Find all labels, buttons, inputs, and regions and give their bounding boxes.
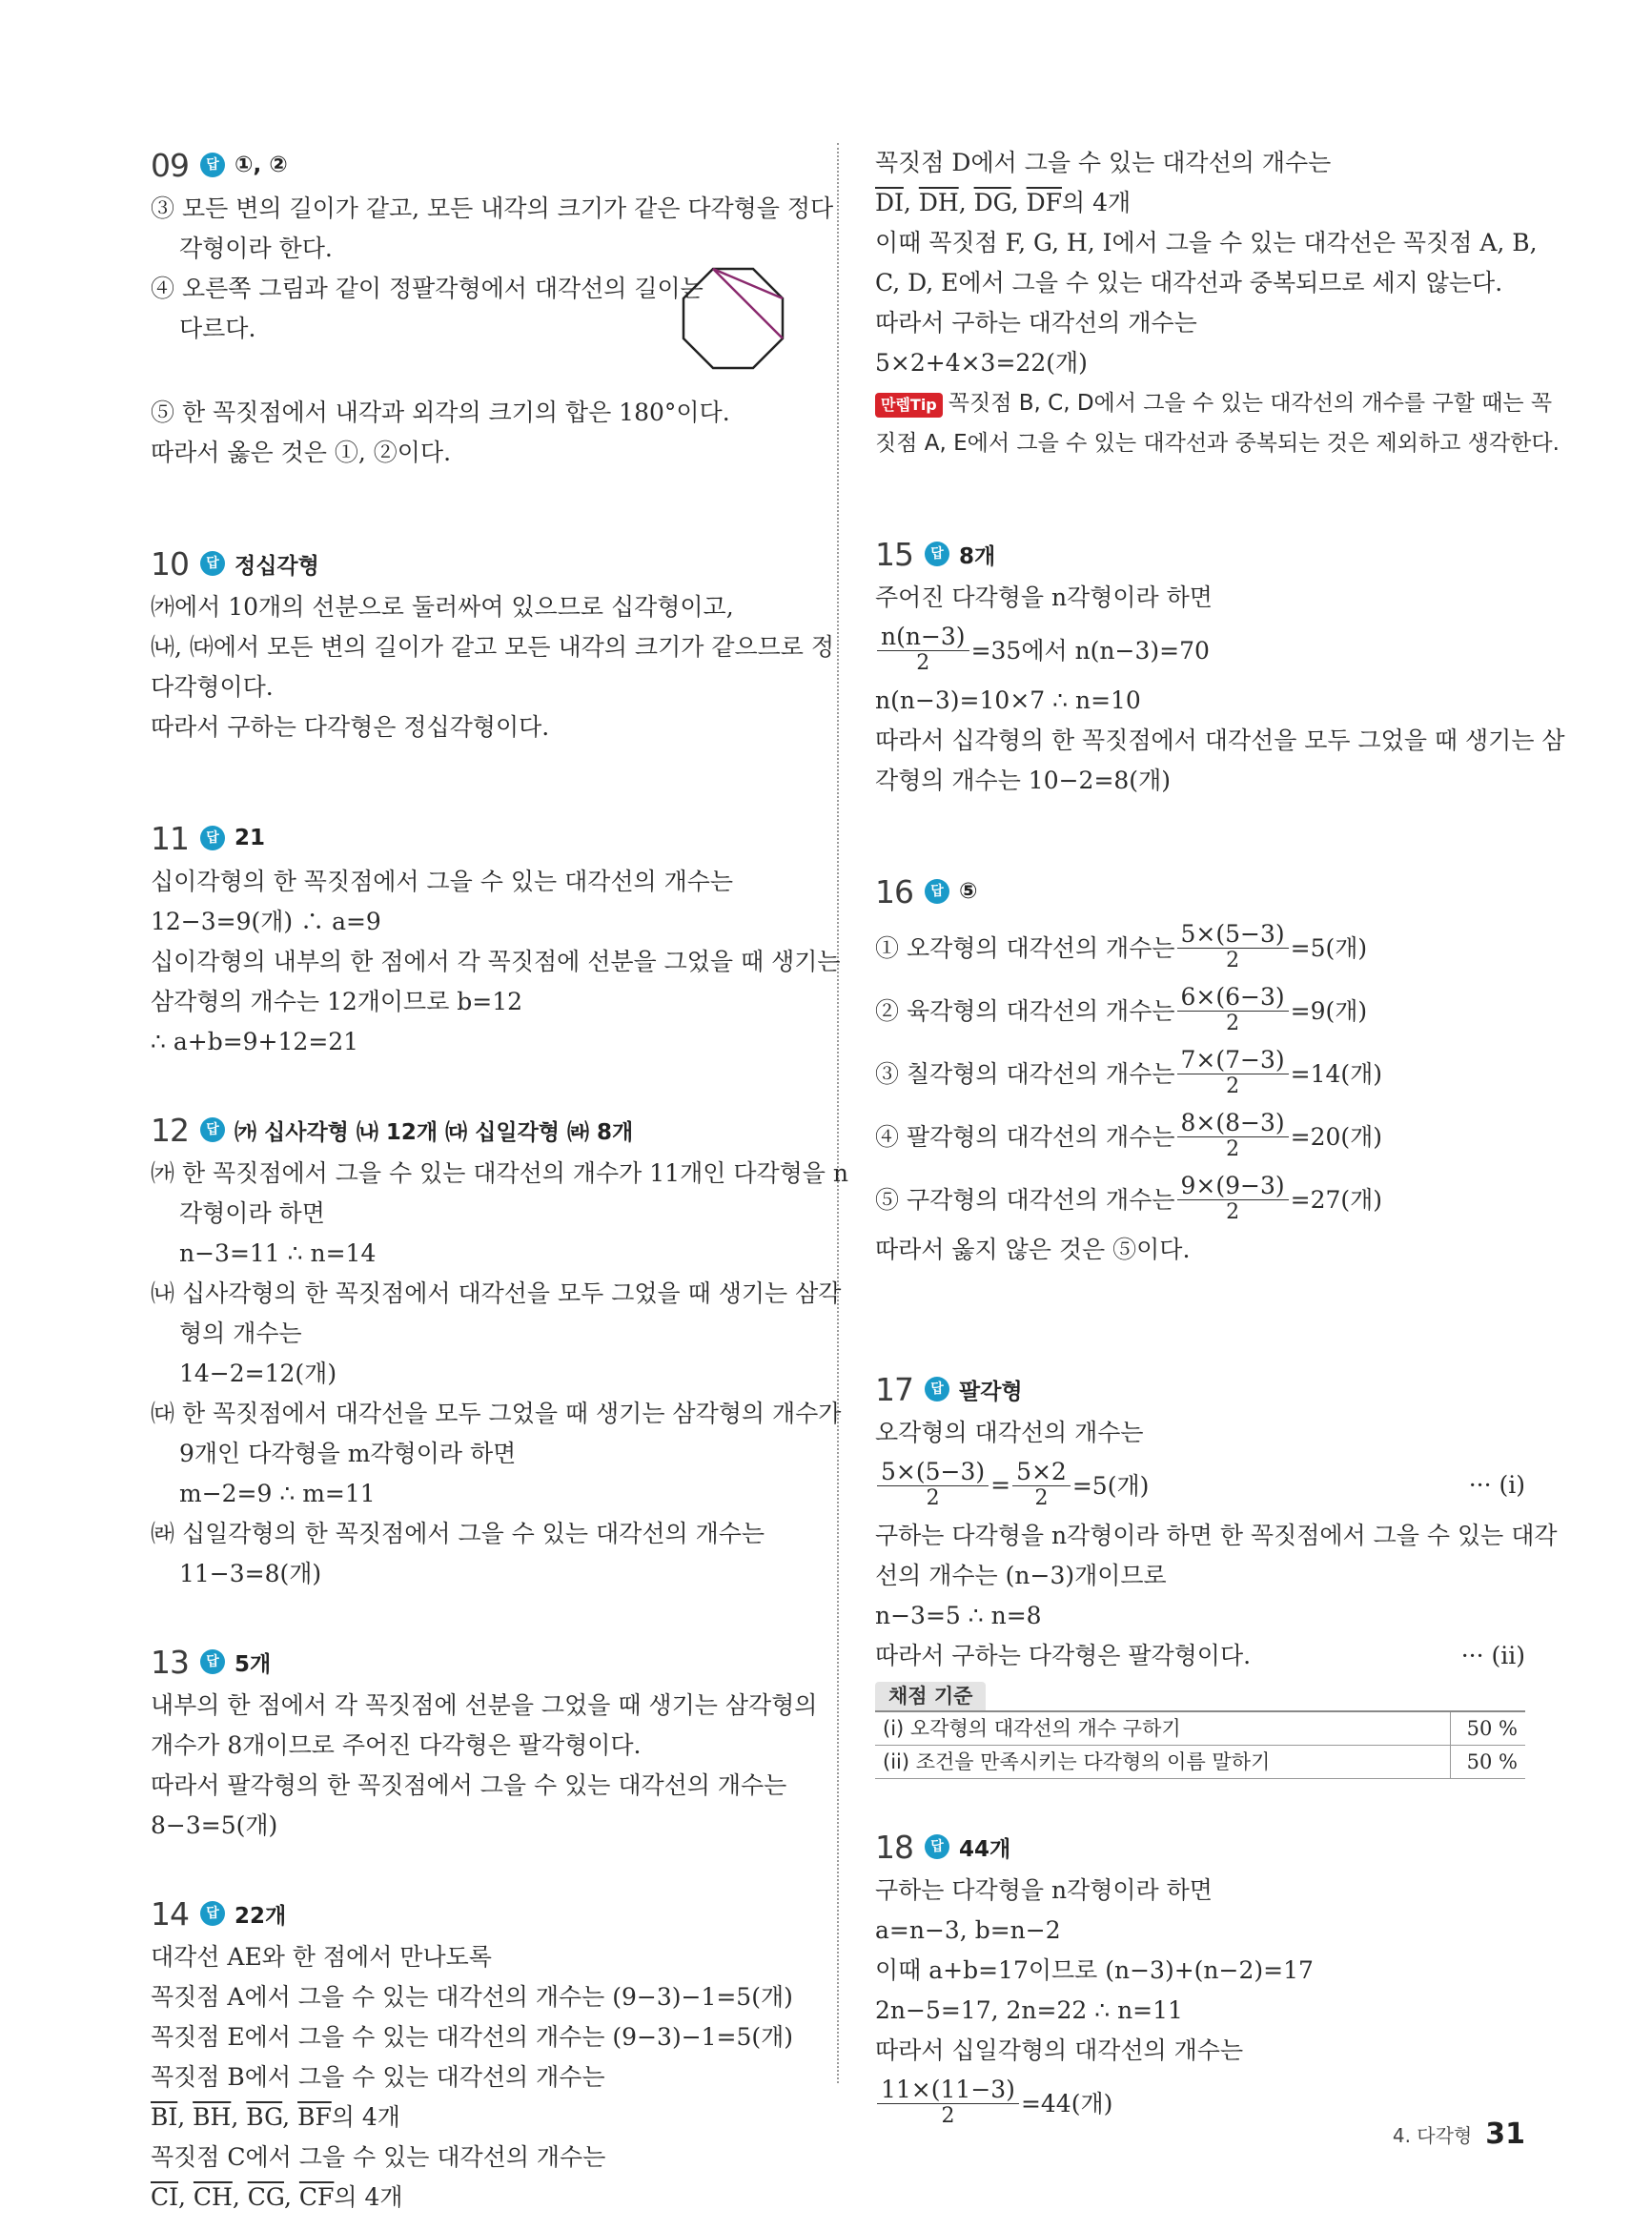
numerator: 9×(9−3) <box>1177 1173 1289 1200</box>
numerator: 5×(5−3) <box>1177 921 1289 949</box>
text-line: 구하는 다각형을 n각형이라 하면 <box>875 1876 1213 1904</box>
denominator: 2 <box>1226 1074 1240 1098</box>
text: =9(개) <box>1290 997 1368 1025</box>
score: 50 % <box>1451 1746 1526 1779</box>
text-line: 따라서 구하는 다각형은 정십각형이다. <box>151 713 550 741</box>
answer-badge: 답 <box>925 542 949 566</box>
segment: $\overline{BI}$ <box>151 2103 178 2131</box>
page-number: 31 <box>1485 2117 1525 2151</box>
text-line: 11−3=8(개) <box>179 1560 322 1587</box>
text-line: 다르다. <box>179 315 256 342</box>
text-line: 9개인 다각형을 m각형이라 하면 <box>179 1440 517 1467</box>
problem-number: 10 <box>151 544 189 583</box>
problem-number: 16 <box>875 872 913 910</box>
segment-list: $\overline{BI}$, $\overline{BH}$, $\overline{BG}$, $\overline{BF}$의 4개 <box>151 2103 400 2131</box>
answer-badge: 답 <box>925 879 949 904</box>
short-diagonal <box>713 269 783 298</box>
text: =27(개) <box>1290 1186 1383 1214</box>
text-line: 14−2=12(개) <box>179 1360 337 1387</box>
text-line: 형의 개수는 <box>179 1320 302 1347</box>
score: 50 % <box>1451 1711 1526 1746</box>
text-line-with-marker <box>875 1636 1525 1676</box>
segment: $\overline{DG}$ <box>973 189 1011 216</box>
choice-line <box>875 1104 1525 1167</box>
fraction <box>1012 1459 1071 1511</box>
grading-criteria <box>875 1682 1525 1779</box>
text-line: 꼭짓점 B에서 그을 수 있는 대각선의 개수는 <box>151 2063 605 2091</box>
equation-line <box>875 1453 1525 1516</box>
denominator: 2 <box>1034 1485 1049 1510</box>
criterion: (ii) 조건을 만족시키는 다각형의 이름 말하기 <box>875 1746 1451 1779</box>
answer: 정십각형 <box>235 553 319 579</box>
denominator: 2 <box>1226 1136 1240 1161</box>
answer: ㈎ 십사각형 ㈏ 12개 ㈐ 십일각형 ㈑ 8개 <box>235 1119 634 1145</box>
text: 따라서 구하는 다각형은 팔각형이다. <box>875 1642 1252 1669</box>
tip-text: 꼭짓점 B, C, D에서 그을 수 있는 대각선의 개수를 구할 때는 꼭 <box>948 391 1553 416</box>
fraction <box>1177 1047 1289 1099</box>
right-column <box>875 143 1565 2134</box>
text-line: 따라서 구하는 대각선의 개수는 <box>875 309 1197 337</box>
octagon-outline <box>683 269 783 368</box>
answer: 22개 <box>235 1903 287 1929</box>
text-line: 삼각형의 개수는 12개이므로 b=12 <box>151 988 523 1015</box>
text: 의 4개 <box>1062 189 1132 216</box>
denominator: 2 <box>941 2103 955 2128</box>
text-line: a=n−3, b=n−2 <box>875 1916 1061 1944</box>
text-line: ㈏ 십사각형의 한 꼭짓점에서 대각선을 모두 그었을 때 생기는 삼각 <box>151 1279 842 1307</box>
text: =35에서 n(n−3)=70 <box>970 637 1210 665</box>
problem-number: 11 <box>151 819 189 857</box>
text: ③ 칠각형의 대각선의 개수는 <box>875 1060 1175 1088</box>
answer: 8개 <box>959 543 996 569</box>
text: =44(개) <box>1020 2090 1113 2117</box>
text-line: 다각형이다. <box>151 673 274 701</box>
text-line: 꼭짓점 E에서 그을 수 있는 대각선의 개수는 (9−3)−1=5(개) <box>151 2023 794 2051</box>
denominator: 2 <box>1226 1199 1240 1224</box>
choice-line <box>875 1041 1525 1104</box>
problem-12-header <box>151 1106 801 1154</box>
text-line: 십이각형의 내부의 한 점에서 각 꼭짓점에 선분을 그었을 때 생기는 <box>151 948 841 975</box>
text-line: 따라서 옳은 것은 ①, ②이다. <box>151 439 452 466</box>
text: ② 육각형의 대각선의 개수는 <box>875 997 1175 1025</box>
segment: $\overline{DH}$ <box>918 189 959 216</box>
text-line: ∴ a+b=9+12=21 <box>151 1028 359 1055</box>
column-divider <box>837 143 839 2083</box>
numerator: 7×(7−3) <box>1177 1047 1289 1074</box>
segment: $\overline{BF}$ <box>297 2103 332 2131</box>
text-line: 선의 개수는 (n−3)개이므로 <box>875 1562 1167 1589</box>
numerator: 5×(5−3) <box>877 1459 989 1486</box>
problem-number: 17 <box>875 1370 913 1408</box>
problem-15-header <box>875 530 1525 578</box>
text: ④ 팔각형의 대각선의 개수는 <box>875 1123 1175 1151</box>
answer-badge: 답 <box>200 1901 225 1926</box>
fraction <box>877 2077 1019 2129</box>
problem-17-header <box>875 1365 1525 1413</box>
chapter-label: 4. 다각형 <box>1392 2123 1473 2147</box>
fraction <box>1177 1110 1289 1162</box>
denominator: 2 <box>916 650 930 675</box>
long-diagonal <box>713 269 783 338</box>
problem-10-header <box>151 540 801 587</box>
segment: $\overline{BH}$ <box>193 2103 232 2131</box>
text-line: n−3=11 ∴ n=14 <box>179 1239 377 1267</box>
fraction <box>877 1459 989 1511</box>
answer: ⑤ <box>959 879 978 904</box>
text-line: 각형이라 한다. <box>179 235 333 262</box>
text: =20(개) <box>1290 1123 1383 1151</box>
numerator: 8×(8−3) <box>1177 1110 1289 1137</box>
fraction <box>877 624 969 676</box>
problem-number: 13 <box>151 1643 189 1681</box>
text-line: 십이각형의 한 꼭짓점에서 그을 수 있는 대각선의 개수는 <box>151 868 734 895</box>
answer: ①, ② <box>235 153 288 177</box>
segment: $\overline{CG}$ <box>247 2183 284 2211</box>
text-line: 내부의 한 점에서 각 꼭짓점에 선분을 그었을 때 생기는 삼각형의 <box>151 1691 818 1719</box>
text-line: ④ 오른쪽 그림과 같이 정팔각형에서 대각선의 길이는 <box>151 275 704 302</box>
segment: $\overline{DI}$ <box>875 189 904 216</box>
text-line: C, D, E에서 그을 수 있는 대각선과 중복되므로 세지 않는다. <box>875 269 1503 297</box>
fraction <box>1177 984 1289 1036</box>
numerator: 5×2 <box>1012 1459 1071 1486</box>
tip-text: 짓점 A, E에서 그을 수 있는 대각선과 중복되는 것은 제외하고 생각한다. <box>875 431 1560 456</box>
problem-number: 18 <box>875 1828 913 1866</box>
text-line: ③ 모든 변의 길이가 같고, 모든 내각의 크기가 같은 다각형을 정다 <box>151 194 834 222</box>
segment: $\overline{CH}$ <box>193 2183 233 2211</box>
text: ⑤ 구각형의 대각선의 개수는 <box>875 1186 1175 1214</box>
grading-table <box>875 1710 1525 1779</box>
choice-line <box>875 978 1525 1041</box>
step-marker: ··· (ii) <box>1460 1642 1525 1669</box>
choice-line <box>875 1167 1525 1230</box>
answer: 44개 <box>959 1836 1011 1862</box>
text-line: 개수가 8개이므로 주어진 다각형은 팔각형이다. <box>151 1731 642 1759</box>
text-line: 각형의 개수는 10−2=8(개) <box>875 767 1171 794</box>
answer-badge: 답 <box>200 826 225 850</box>
text-line: 2n−5=17, 2n=22 ∴ n=11 <box>875 1996 1183 2024</box>
text-line: 오각형의 대각선의 개수는 <box>875 1419 1144 1446</box>
text-line: 따라서 팔각형의 한 꼭짓점에서 그을 수 있는 대각선의 개수는 <box>151 1771 787 1799</box>
numerator: n(n−3) <box>877 624 969 651</box>
text-line: ㈎ 한 꼭짓점에서 그을 수 있는 대각선의 개수가 11개인 다각형을 n <box>151 1159 848 1187</box>
tip-line <box>875 383 1553 423</box>
octagon-figure <box>680 265 786 372</box>
text: 의 4개 <box>334 2183 403 2211</box>
problem-11-header <box>151 814 801 862</box>
denominator: 2 <box>1226 1011 1240 1035</box>
text-line: 8−3=5(개) <box>151 1811 278 1839</box>
text-line: 주어진 다각형을 n각형이라 하면 <box>875 583 1213 611</box>
table-row <box>875 1746 1525 1779</box>
text-line: 따라서 옳지 않은 것은 ⑤이다. <box>875 1236 1191 1263</box>
answer: 5개 <box>235 1651 272 1677</box>
text-line: ⑤ 한 꼭짓점에서 내각과 외각의 크기의 합은 180°이다. <box>151 399 730 426</box>
text-line: n(n−3)=10×7 ∴ n=10 <box>875 686 1141 714</box>
text: =5(개) <box>1071 1472 1150 1500</box>
denominator: 2 <box>1226 948 1240 972</box>
equation-line <box>875 618 1525 681</box>
text-line: 꼭짓점 D에서 그을 수 있는 대각선의 개수는 <box>875 149 1332 176</box>
answer: 21 <box>235 826 266 850</box>
text-line: ㈎에서 10개의 선분으로 둘러싸여 있으므로 십각형이고, <box>151 593 734 621</box>
problem-18-header <box>875 1823 1525 1871</box>
problem-13-header <box>151 1638 801 1686</box>
text: =14(개) <box>1290 1060 1383 1088</box>
text-line: 이때 a+b=17이므로 (n−3)+(n−2)=17 <box>875 1956 1314 1984</box>
text-line: 12−3=9(개) ∴ a=9 <box>151 908 381 935</box>
problem-14-header <box>151 1890 801 1937</box>
text-line: 구하는 다각형을 n각형이라 하면 한 꼭짓점에서 그을 수 있는 대각 <box>875 1522 1558 1549</box>
segment: $\overline{DF}$ <box>1026 189 1063 216</box>
text-line: 꼭짓점 C에서 그을 수 있는 대각선의 개수는 <box>151 2143 606 2171</box>
criterion: (i) 오각형의 대각선의 개수 구하기 <box>875 1711 1451 1746</box>
problem-16-header <box>875 868 1525 915</box>
text-line: 각형이라 하면 <box>179 1199 325 1227</box>
denominator: 2 <box>926 1485 940 1510</box>
text: 의 4개 <box>331 2103 400 2131</box>
table-row <box>875 1711 1525 1746</box>
text-line: ㈑ 십일각형의 한 꼭짓점에서 그을 수 있는 대각선의 개수는 <box>151 1520 765 1547</box>
segment: $\overline{BG}$ <box>246 2103 283 2131</box>
grading-title: 채점 기준 <box>875 1682 986 1710</box>
text-line: 이때 꼭짓점 F, G, H, I에서 그을 수 있는 대각선은 꼭짓점 A, B, <box>875 229 1538 256</box>
numerator: 11×(11−3) <box>877 2077 1019 2104</box>
answer-badge: 답 <box>200 1649 225 1674</box>
text-line: ㈏, ㈐에서 모든 변의 길이가 같고 모든 내각의 크기가 같으므로 정 <box>151 633 835 661</box>
answer-badge: 답 <box>925 1377 949 1401</box>
choice-line <box>875 915 1525 978</box>
answer-badge: 답 <box>200 551 225 576</box>
text-line: 따라서 십일각형의 대각선의 개수는 <box>875 2036 1244 2064</box>
text-line: 5×2+4×3=22(개) <box>875 349 1088 377</box>
numerator: 6×(6−3) <box>1177 984 1289 1012</box>
segment: $\overline{CF}$ <box>298 2183 335 2211</box>
step-marker: ··· (i) <box>1468 1470 1525 1499</box>
segment: $\overline{CI}$ <box>151 2183 179 2211</box>
answer-badge: 답 <box>925 1834 949 1859</box>
problem-number: 12 <box>151 1111 189 1149</box>
text-line: 꼭짓점 A에서 그을 수 있는 대각선의 개수는 (9−3)−1=5(개) <box>151 1983 793 2011</box>
text: =5(개) <box>1290 934 1368 962</box>
text-line: 따라서 십각형의 한 꼭짓점에서 대각선을 모두 그었을 때 생기는 삼 <box>875 726 1565 754</box>
tip-badge: 만렙Tip <box>875 393 943 418</box>
text-line: n−3=5 ∴ n=8 <box>875 1602 1042 1629</box>
text-line: 대각선 AE와 한 점에서 만나도록 <box>151 1943 492 1971</box>
text-line: ㈐ 한 꼭짓점에서 대각선을 모두 그었을 때 생기는 삼각형의 개수가 <box>151 1400 842 1427</box>
left-column <box>151 141 848 2218</box>
problem-number: 15 <box>875 535 913 573</box>
problem-number: 14 <box>151 1894 189 1933</box>
segment-list: $\overline{DI}$, $\overline{DH}$, $\overline{DG}$, $\overline{DF}$의 4개 <box>875 189 1132 216</box>
answer: 팔각형 <box>959 1379 1023 1404</box>
segment-list: $\overline{CI}$, $\overline{CH}$, $\overline{CG}$, $\overline{CF}$의 4개 <box>151 2183 403 2211</box>
problem-09-header <box>151 141 801 189</box>
answer-badge: 답 <box>200 1117 225 1142</box>
text: = <box>990 1470 1011 1499</box>
fraction <box>1177 921 1289 973</box>
text: ① 오각형의 대각선의 개수는 <box>875 934 1175 962</box>
page-footer <box>1373 2115 1525 2153</box>
text-line: m−2=9 ∴ m=11 <box>179 1480 376 1507</box>
problem-number: 09 <box>151 146 189 184</box>
fraction <box>1177 1173 1289 1225</box>
answer-badge: 답 <box>200 153 225 177</box>
